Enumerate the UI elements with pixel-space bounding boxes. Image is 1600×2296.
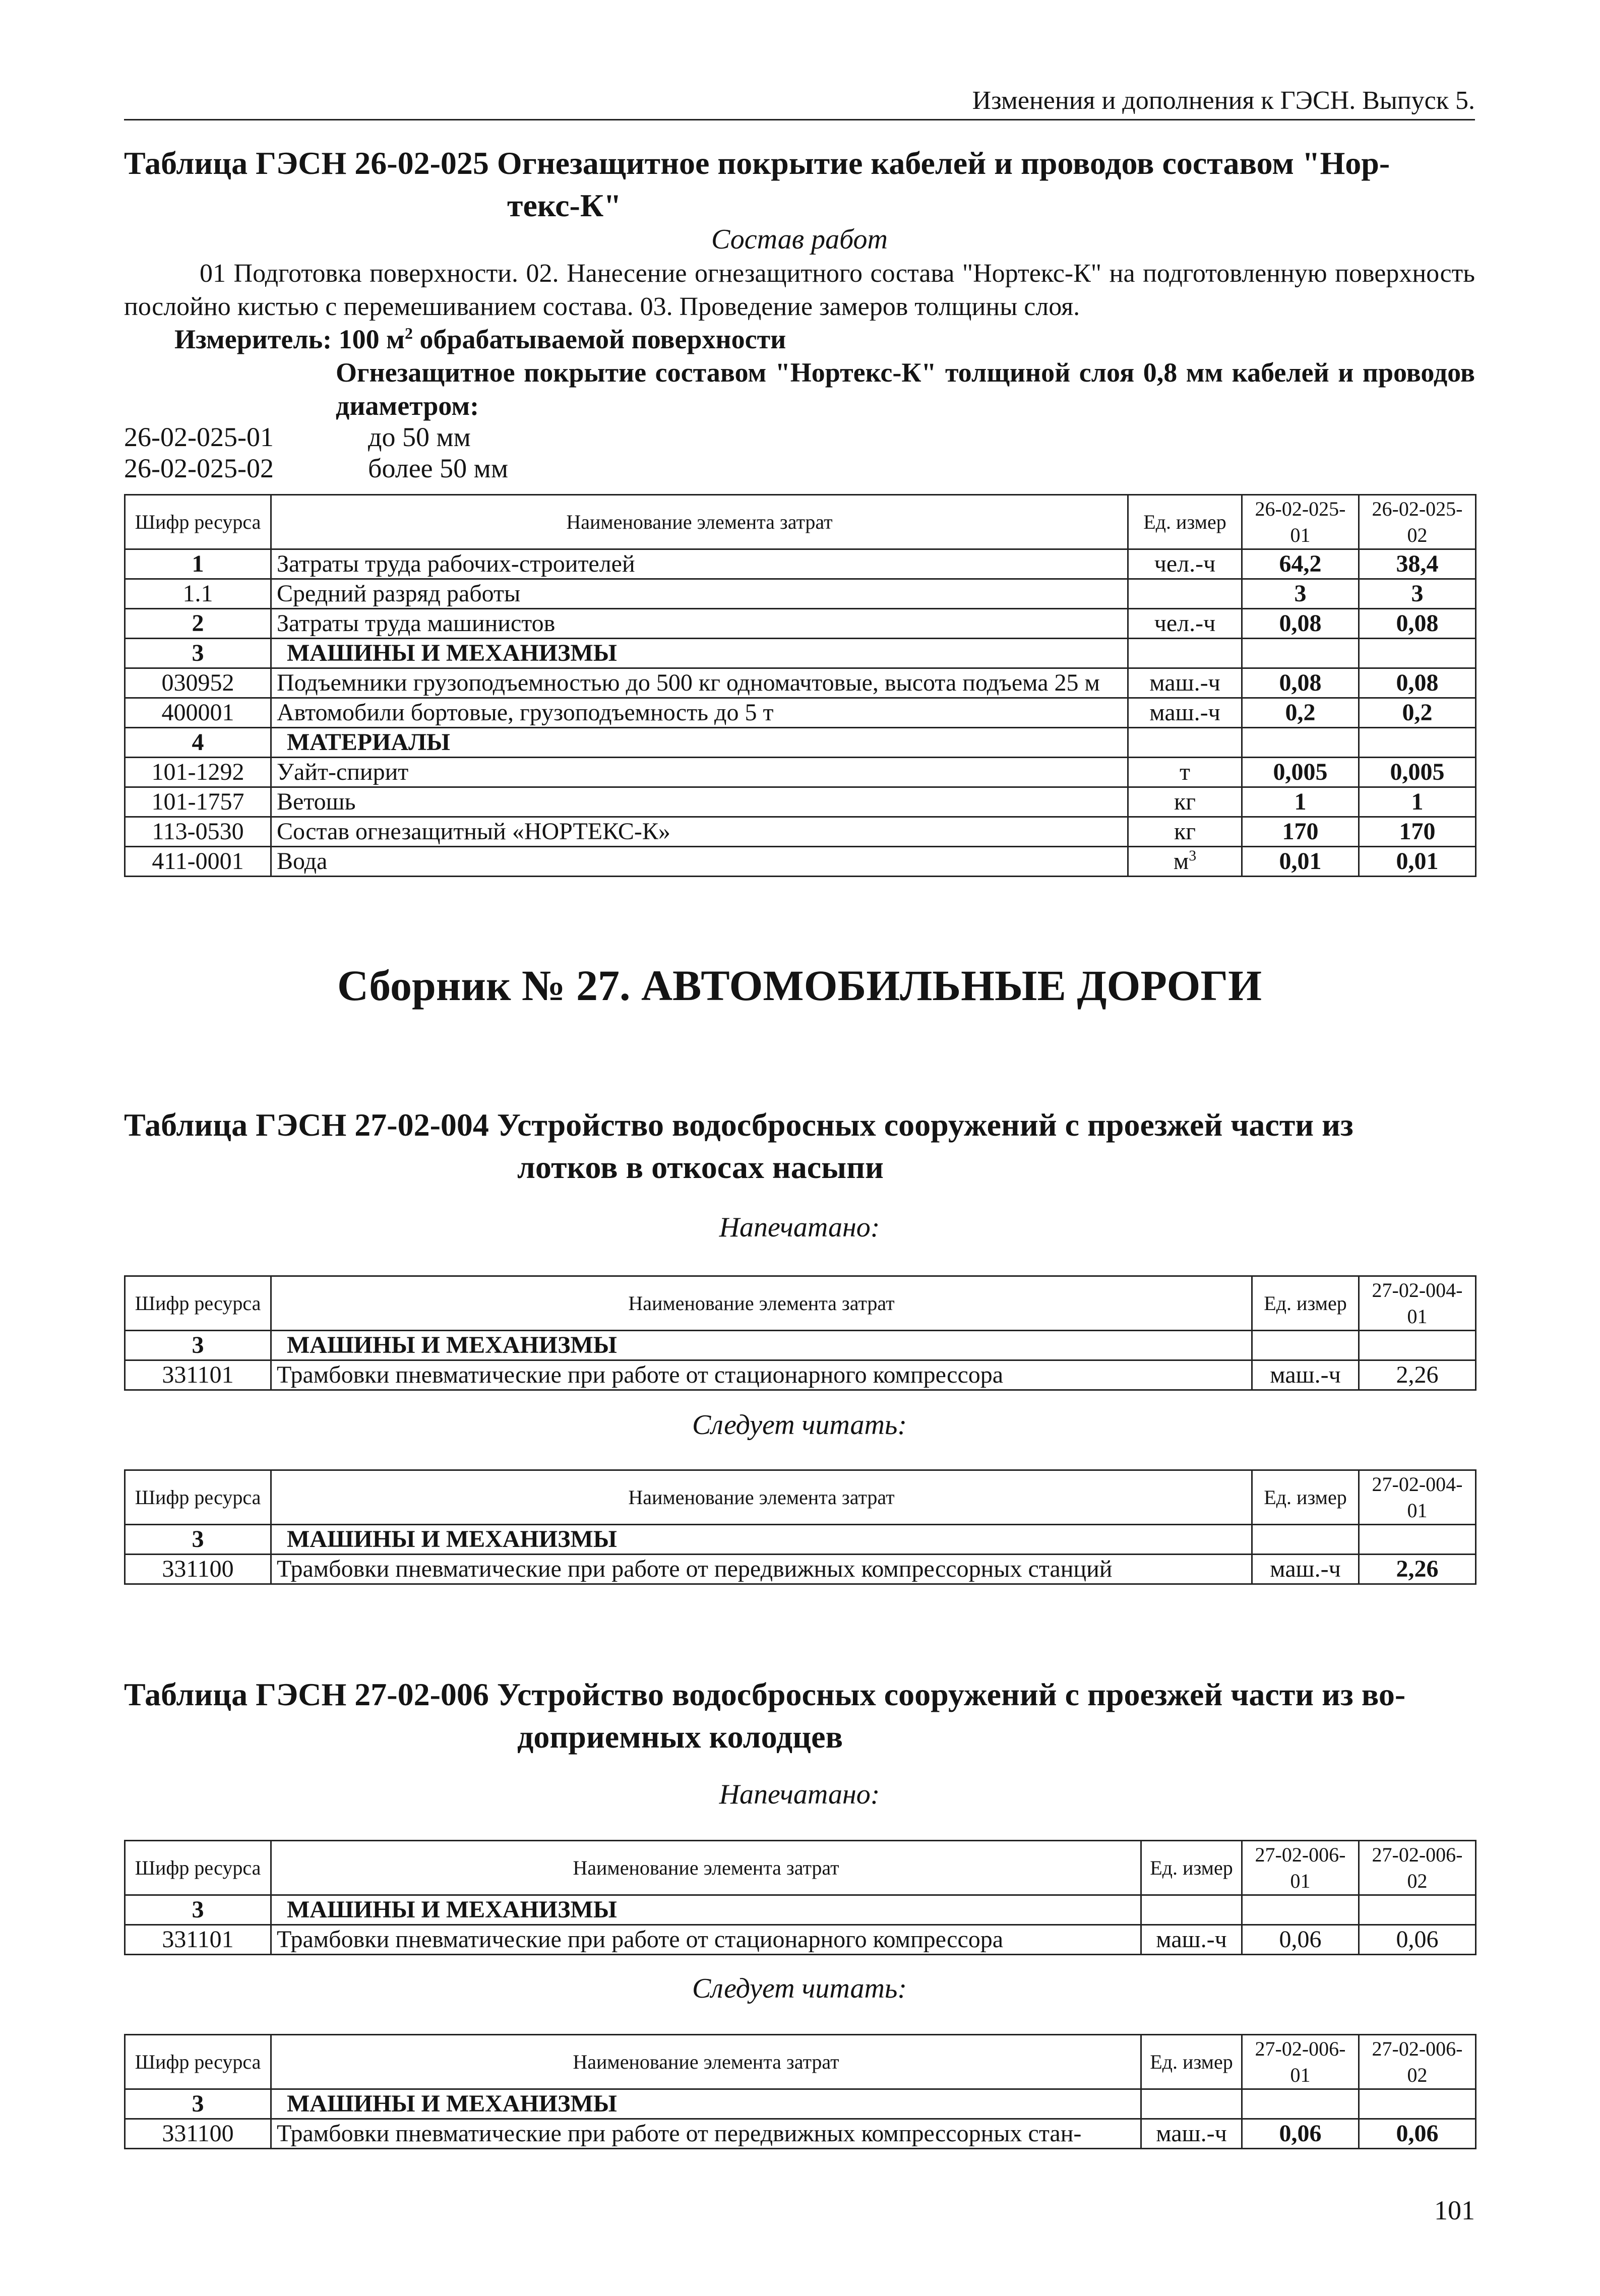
cell-v2: [1359, 787, 1476, 817]
cell-v1: [1242, 817, 1359, 847]
cell-v2: [1359, 2119, 1476, 2149]
cell-unit: [1128, 698, 1242, 728]
cell-code: [125, 1360, 271, 1390]
cell-v1: [1242, 2119, 1359, 2149]
cell-text: 0,2: [1285, 699, 1316, 726]
header-rule: [124, 119, 1475, 120]
cell-unit: [1128, 579, 1242, 609]
cell-text: т: [1180, 759, 1190, 785]
header-code: Шифр ресурса: [125, 1470, 271, 1525]
cell-code: [125, 847, 271, 877]
works-heading: Состав работ: [711, 224, 888, 255]
cell-name: [271, 2119, 1141, 2149]
cell-text: Ветошь: [277, 788, 356, 815]
cell-text: маш.-ч: [1156, 1926, 1227, 1953]
cell-unit: [1141, 1895, 1242, 1925]
cell-v1: [1242, 609, 1359, 639]
cell-text: 3: [192, 640, 204, 666]
cell-text: Средний разряд работы: [277, 580, 521, 607]
header-col-2: 27-02-006-02: [1359, 2035, 1476, 2089]
variant-text: до 50 мм: [368, 422, 471, 452]
cell-text: 331101: [162, 1361, 234, 1388]
cell-code: [125, 2119, 271, 2149]
cell-v1: [1242, 579, 1359, 609]
corrected-table-27-02-004: [124, 1469, 1476, 1585]
table-body: [125, 549, 1476, 877]
cell-text: Подъемники грузоподъемностью до 500 кг одномачтовые, высота подъема 25 м: [277, 669, 1100, 696]
cell-text: 0,005: [1390, 759, 1445, 785]
cell-v1: [1242, 549, 1359, 579]
cell-text: маш.-ч: [1270, 1361, 1341, 1388]
table-title-line-2: лотков в откосах насыпи: [517, 1149, 884, 1185]
cell-name: [271, 1895, 1141, 1925]
header-col-2: 27-02-006-02: [1359, 1841, 1476, 1895]
table-row: [125, 1331, 1476, 1360]
cell-text: 030952: [161, 669, 234, 696]
table-row: [125, 728, 1476, 758]
cell-name: [271, 1555, 1252, 1584]
cell-text: 2,26: [1396, 1361, 1439, 1388]
cell-unit: [1128, 668, 1242, 698]
variant-text: более 50 мм: [368, 453, 508, 483]
table-row: [125, 668, 1476, 698]
cell-v1: [1242, 847, 1359, 877]
cell-name: [271, 609, 1128, 639]
header-name: Наименование элемента затрат: [271, 1470, 1252, 1525]
header-unit: Ед. измер: [1141, 1841, 1242, 1895]
page-number: 101: [1434, 2195, 1475, 2225]
cell-text: кг: [1174, 788, 1196, 815]
cell-code: [125, 817, 271, 847]
cell-text: маш.-ч: [1149, 669, 1220, 696]
cell-text: 3: [192, 1896, 204, 1923]
cell-text: МАШИНЫ И МЕХАНИЗМЫ: [287, 1332, 617, 1358]
header-unit: Ед. измер: [1141, 2035, 1242, 2089]
cell-text: 0,08: [1396, 669, 1439, 696]
meter-sup: 2: [404, 324, 413, 342]
cell-v2: [1359, 668, 1476, 698]
cell-text: 400001: [161, 699, 234, 726]
cell-text: 1: [1411, 788, 1424, 815]
header-col-1: 27-02-004-01: [1359, 1276, 1476, 1331]
cell-v2: [1359, 698, 1476, 728]
cell-unit: [1141, 2089, 1242, 2119]
cell-v1: [1242, 1895, 1359, 1925]
cell-text: Затраты труда рабочих-строителей: [277, 550, 635, 577]
cell-code: [125, 1895, 271, 1925]
cell-text: Состав огнезащитный «НОРТЕКС-К»: [277, 818, 670, 845]
cell-v2: [1359, 1895, 1476, 1925]
cell-text: м: [1173, 848, 1189, 875]
cell-text: 1.1: [182, 580, 213, 607]
table-row: [125, 639, 1476, 668]
table-row: [125, 1525, 1476, 1555]
cell-text: 0,08: [1279, 610, 1322, 637]
printed-table-27-02-006: [124, 1840, 1476, 1955]
cell-unit: [1128, 758, 1242, 787]
cell-text: МАШИНЫ И МЕХАНИЗМЫ: [287, 1526, 617, 1553]
cell-code: [125, 639, 271, 668]
cell-text: 3: [192, 1332, 204, 1358]
cell-name: [271, 817, 1128, 847]
table-row: [125, 2119, 1476, 2149]
cell-text: 0,08: [1396, 610, 1439, 637]
meter-label: Измеритель:: [174, 324, 332, 354]
header-name: Наименование элемента затрат: [271, 1276, 1252, 1331]
header-unit: Ед. измер: [1252, 1470, 1359, 1525]
cell-unit: [1128, 787, 1242, 817]
cell-name: [271, 549, 1128, 579]
cell-unit: [1252, 1525, 1359, 1555]
cell-text: 3: [1294, 580, 1307, 607]
cell-v1: [1242, 728, 1359, 758]
cell-name: [271, 1525, 1252, 1555]
cell-text: 331101: [162, 1926, 234, 1953]
printed-label: Напечатано:: [719, 1779, 880, 1810]
meter-line: [174, 323, 786, 356]
cell-text: Вода: [277, 848, 328, 875]
cell-text: 64,2: [1279, 550, 1322, 577]
table-row: [125, 1925, 1476, 1955]
cell-code: [125, 2089, 271, 2119]
cell-text: Трамбовки пневматические при работе от стационарного компрессора: [277, 1361, 1004, 1388]
cell-text: Трамбовки пневматические при работе от стационарного компрессора: [277, 1926, 1004, 1953]
cell-unit: [1141, 1925, 1242, 1955]
table-title-line-1: Таблица ГЭСН 27-02-004 Устройство водосбросных сооружений с проезжей части из: [124, 1107, 1353, 1143]
cell-name: [271, 1925, 1141, 1955]
cell-unit: [1128, 609, 1242, 639]
cell-unit: [1128, 549, 1242, 579]
cell-name: [271, 1360, 1252, 1390]
cell-unit: [1128, 817, 1242, 847]
header-unit: Ед. измер: [1252, 1276, 1359, 1331]
cell-v2: [1359, 579, 1476, 609]
cell-text: МАШИНЫ И МЕХАНИЗМЫ: [287, 1896, 617, 1923]
table-row: [125, 609, 1476, 639]
header-name: Наименование элемента затрат: [271, 2035, 1141, 2089]
cell-text: 411-0001: [152, 848, 244, 875]
table-body: [125, 1331, 1476, 1390]
table-row: [125, 758, 1476, 787]
cell-text: маш.-ч: [1270, 1556, 1341, 1582]
cell-text: 3: [1411, 580, 1424, 607]
table-body: [125, 1525, 1476, 1584]
corrected-table-27-02-006: [124, 2034, 1476, 2149]
table-title-27-02-004: [124, 1104, 1475, 1189]
cell-code: [125, 1555, 271, 1584]
cell-text: МАШИНЫ И МЕХАНИЗМЫ: [287, 2090, 617, 2117]
table-title-line-1: Таблица ГЭСН 26-02-025 Огнезащитное покрытие кабелей и проводов составом "Нор-: [124, 145, 1390, 181]
cell-unit: [1252, 1360, 1359, 1390]
header-name: Наименование элемента затрат: [271, 1841, 1141, 1895]
read-label: Следует читать:: [692, 1409, 907, 1441]
cell-v2: [1359, 728, 1476, 758]
cell-unit: [1141, 2119, 1242, 2149]
table-row: [125, 1555, 1476, 1584]
cell-text: 113-0530: [152, 818, 244, 845]
cell-v2: [1359, 1925, 1476, 1955]
cell-text: Затраты труда машинистов: [277, 610, 556, 637]
cover-title: Огнезащитное покрытие составом "Нортекс-К" толщиной слоя 0,8 мм кабелей и проводов диаметром:: [336, 357, 1475, 421]
table-title-line-2: доприемных колодцев: [517, 1719, 843, 1755]
header-col-1: 27-02-004-01: [1359, 1470, 1476, 1525]
cell-v1: [1242, 758, 1359, 787]
cell-code: [125, 668, 271, 698]
cell-code: [125, 728, 271, 758]
running-header: Изменения и дополнения к ГЭСН. Выпуск 5.: [972, 86, 1475, 115]
table-row: [125, 817, 1476, 847]
table-title-27-02-006: [124, 1673, 1475, 1758]
cell-text: 0,06: [1396, 1926, 1439, 1953]
cell-code: [125, 1331, 271, 1360]
cell-name: [271, 639, 1128, 668]
cell-code: [125, 1525, 271, 1555]
cell-text: 331100: [162, 2120, 234, 2147]
cell-v1: [1242, 698, 1359, 728]
cell-text: 0,06: [1279, 1926, 1322, 1953]
cell-unit: [1252, 1331, 1359, 1360]
cell-text: Трамбовки пневматические при работе от передвижных компрессорных станций: [277, 1556, 1113, 1582]
cell-name: [271, 728, 1128, 758]
cell-text: 3: [192, 1526, 204, 1553]
table-body: [125, 1895, 1476, 1955]
cell-unit: [1128, 728, 1242, 758]
header-col-1: 27-02-006-01: [1242, 2035, 1359, 2089]
cell-v1: [1242, 787, 1359, 817]
cell-text: 331100: [162, 1556, 234, 1582]
cell-text: маш.-ч: [1149, 699, 1220, 726]
cell-text: кг: [1174, 818, 1196, 845]
cell-v2: [1359, 817, 1476, 847]
cell-text: 4: [192, 729, 204, 756]
table-row: [125, 1360, 1476, 1390]
variant-code: 26-02-025-01: [124, 422, 274, 452]
table-row: [125, 549, 1476, 579]
printed-label: Напечатано:: [719, 1212, 880, 1243]
cell-text: Трамбовки пневматические при работе от передвижных компрессорных стан-: [277, 2120, 1082, 2147]
read-label: Следует читать:: [692, 1973, 907, 2004]
cell-text: 0,06: [1396, 2120, 1439, 2147]
cell-text: 0,2: [1402, 699, 1433, 726]
cell-text: 0,06: [1279, 2120, 1322, 2147]
table-title-line-1: Таблица ГЭСН 27-02-006 Устройство водосбросных сооружений с проезжей части из во-: [124, 1677, 1406, 1712]
resource-table-26-02-025: [124, 494, 1476, 877]
cell-code: [125, 549, 271, 579]
cell-text: 2: [192, 610, 204, 637]
cell-v2: [1359, 609, 1476, 639]
cell-text: 170: [1399, 818, 1436, 845]
cell-text: МАШИНЫ И МЕХАНИЗМЫ: [287, 640, 617, 666]
cell-name: [271, 1331, 1252, 1360]
table-title-26-02-025: [124, 142, 1475, 227]
cell-v2: [1359, 2089, 1476, 2119]
cell-code: [125, 758, 271, 787]
cell-text: 2,26: [1396, 1556, 1439, 1582]
cell-name: [271, 2089, 1141, 2119]
cell-text: 101-1292: [151, 759, 244, 785]
cell-v2: [1359, 758, 1476, 787]
cell-name: [271, 758, 1128, 787]
cell-name: [271, 787, 1128, 817]
cell-name: [271, 698, 1128, 728]
cell-text: 0,01: [1279, 848, 1322, 875]
cell-v1: [1359, 1331, 1476, 1360]
table-row: [125, 1895, 1476, 1925]
cell-code: [125, 579, 271, 609]
cell-v1: [1359, 1525, 1476, 1555]
cell-code: [125, 609, 271, 639]
cell-text: 0,08: [1279, 669, 1322, 696]
table-row: [125, 787, 1476, 817]
cell-text: 0,01: [1396, 848, 1439, 875]
header-code: Шифр ресурса: [125, 1841, 271, 1895]
cell-text: 38,4: [1396, 550, 1439, 577]
variant-code: 26-02-025-02: [124, 453, 274, 483]
cell-unit: [1252, 1555, 1359, 1584]
cell-v1: [1242, 1925, 1359, 1955]
cell-unit: [1128, 639, 1242, 668]
unit-superscript: 3: [1189, 847, 1197, 864]
table-row: [125, 847, 1476, 877]
cell-v1: [1359, 1555, 1476, 1584]
header-code: Шифр ресурса: [125, 495, 271, 549]
header-col-1: 27-02-006-01: [1242, 1841, 1359, 1895]
cell-code: [125, 1925, 271, 1955]
table-row: [125, 2089, 1476, 2119]
cell-v1: [1242, 639, 1359, 668]
cell-text: 1: [1294, 788, 1307, 815]
cell-text: чел.-ч: [1154, 550, 1216, 577]
table-title-line-2: текс-К": [507, 188, 622, 223]
cell-v1: [1242, 668, 1359, 698]
cell-v2: [1359, 847, 1476, 877]
meter-value: 100 м: [338, 324, 405, 354]
works-text: 01 Подготовка поверхности. 02. Нанесение огнезащитного состава "Нортекс-К" на подготовленную поверхность послойно кистью с перемешиванием состава. 03. Проведение замеров толщины слоя.: [124, 259, 1475, 321]
header-unit: Ед. измер: [1128, 495, 1242, 549]
cell-v1: [1242, 2089, 1359, 2119]
table-row: [125, 698, 1476, 728]
cell-text: Автомобили бортовые, грузоподъемность до 5 т: [277, 699, 774, 726]
header-col-2: 26-02-025-02: [1359, 495, 1476, 549]
cell-name: [271, 579, 1128, 609]
cell-code: [125, 698, 271, 728]
cell-v2: [1359, 549, 1476, 579]
cell-text: МАТЕРИАЛЫ: [287, 729, 450, 756]
table-body: [125, 2089, 1476, 2149]
cell-name: [271, 668, 1128, 698]
cell-text: маш.-ч: [1156, 2120, 1227, 2147]
cell-text: 3: [192, 2090, 204, 2117]
cell-name: [271, 847, 1128, 877]
cell-text: чел.-ч: [1154, 610, 1216, 637]
header-col-1: 26-02-025-01: [1242, 495, 1359, 549]
cell-text: Уайт-спирит: [277, 759, 409, 785]
collection-title: Сборник № 27. АВТОМОБИЛЬНЫЕ ДОРОГИ: [337, 961, 1262, 1010]
cell-text: 0,005: [1273, 759, 1328, 785]
table-row: [125, 579, 1476, 609]
cell-v2: [1359, 639, 1476, 668]
cell-text: 101-1757: [151, 788, 244, 815]
meter-rest: обрабатываемой поверхности: [419, 324, 786, 354]
cell-v1: [1359, 1360, 1476, 1390]
header-code: Шифр ресурса: [125, 1276, 271, 1331]
cell-text: 1: [192, 550, 204, 577]
cell-unit: [1128, 847, 1242, 877]
cell-text: 170: [1282, 818, 1319, 845]
cell-code: [125, 787, 271, 817]
header-code: Шифр ресурса: [125, 2035, 271, 2089]
header-name: Наименование элемента затрат: [271, 495, 1128, 549]
printed-table-27-02-004: [124, 1275, 1476, 1391]
